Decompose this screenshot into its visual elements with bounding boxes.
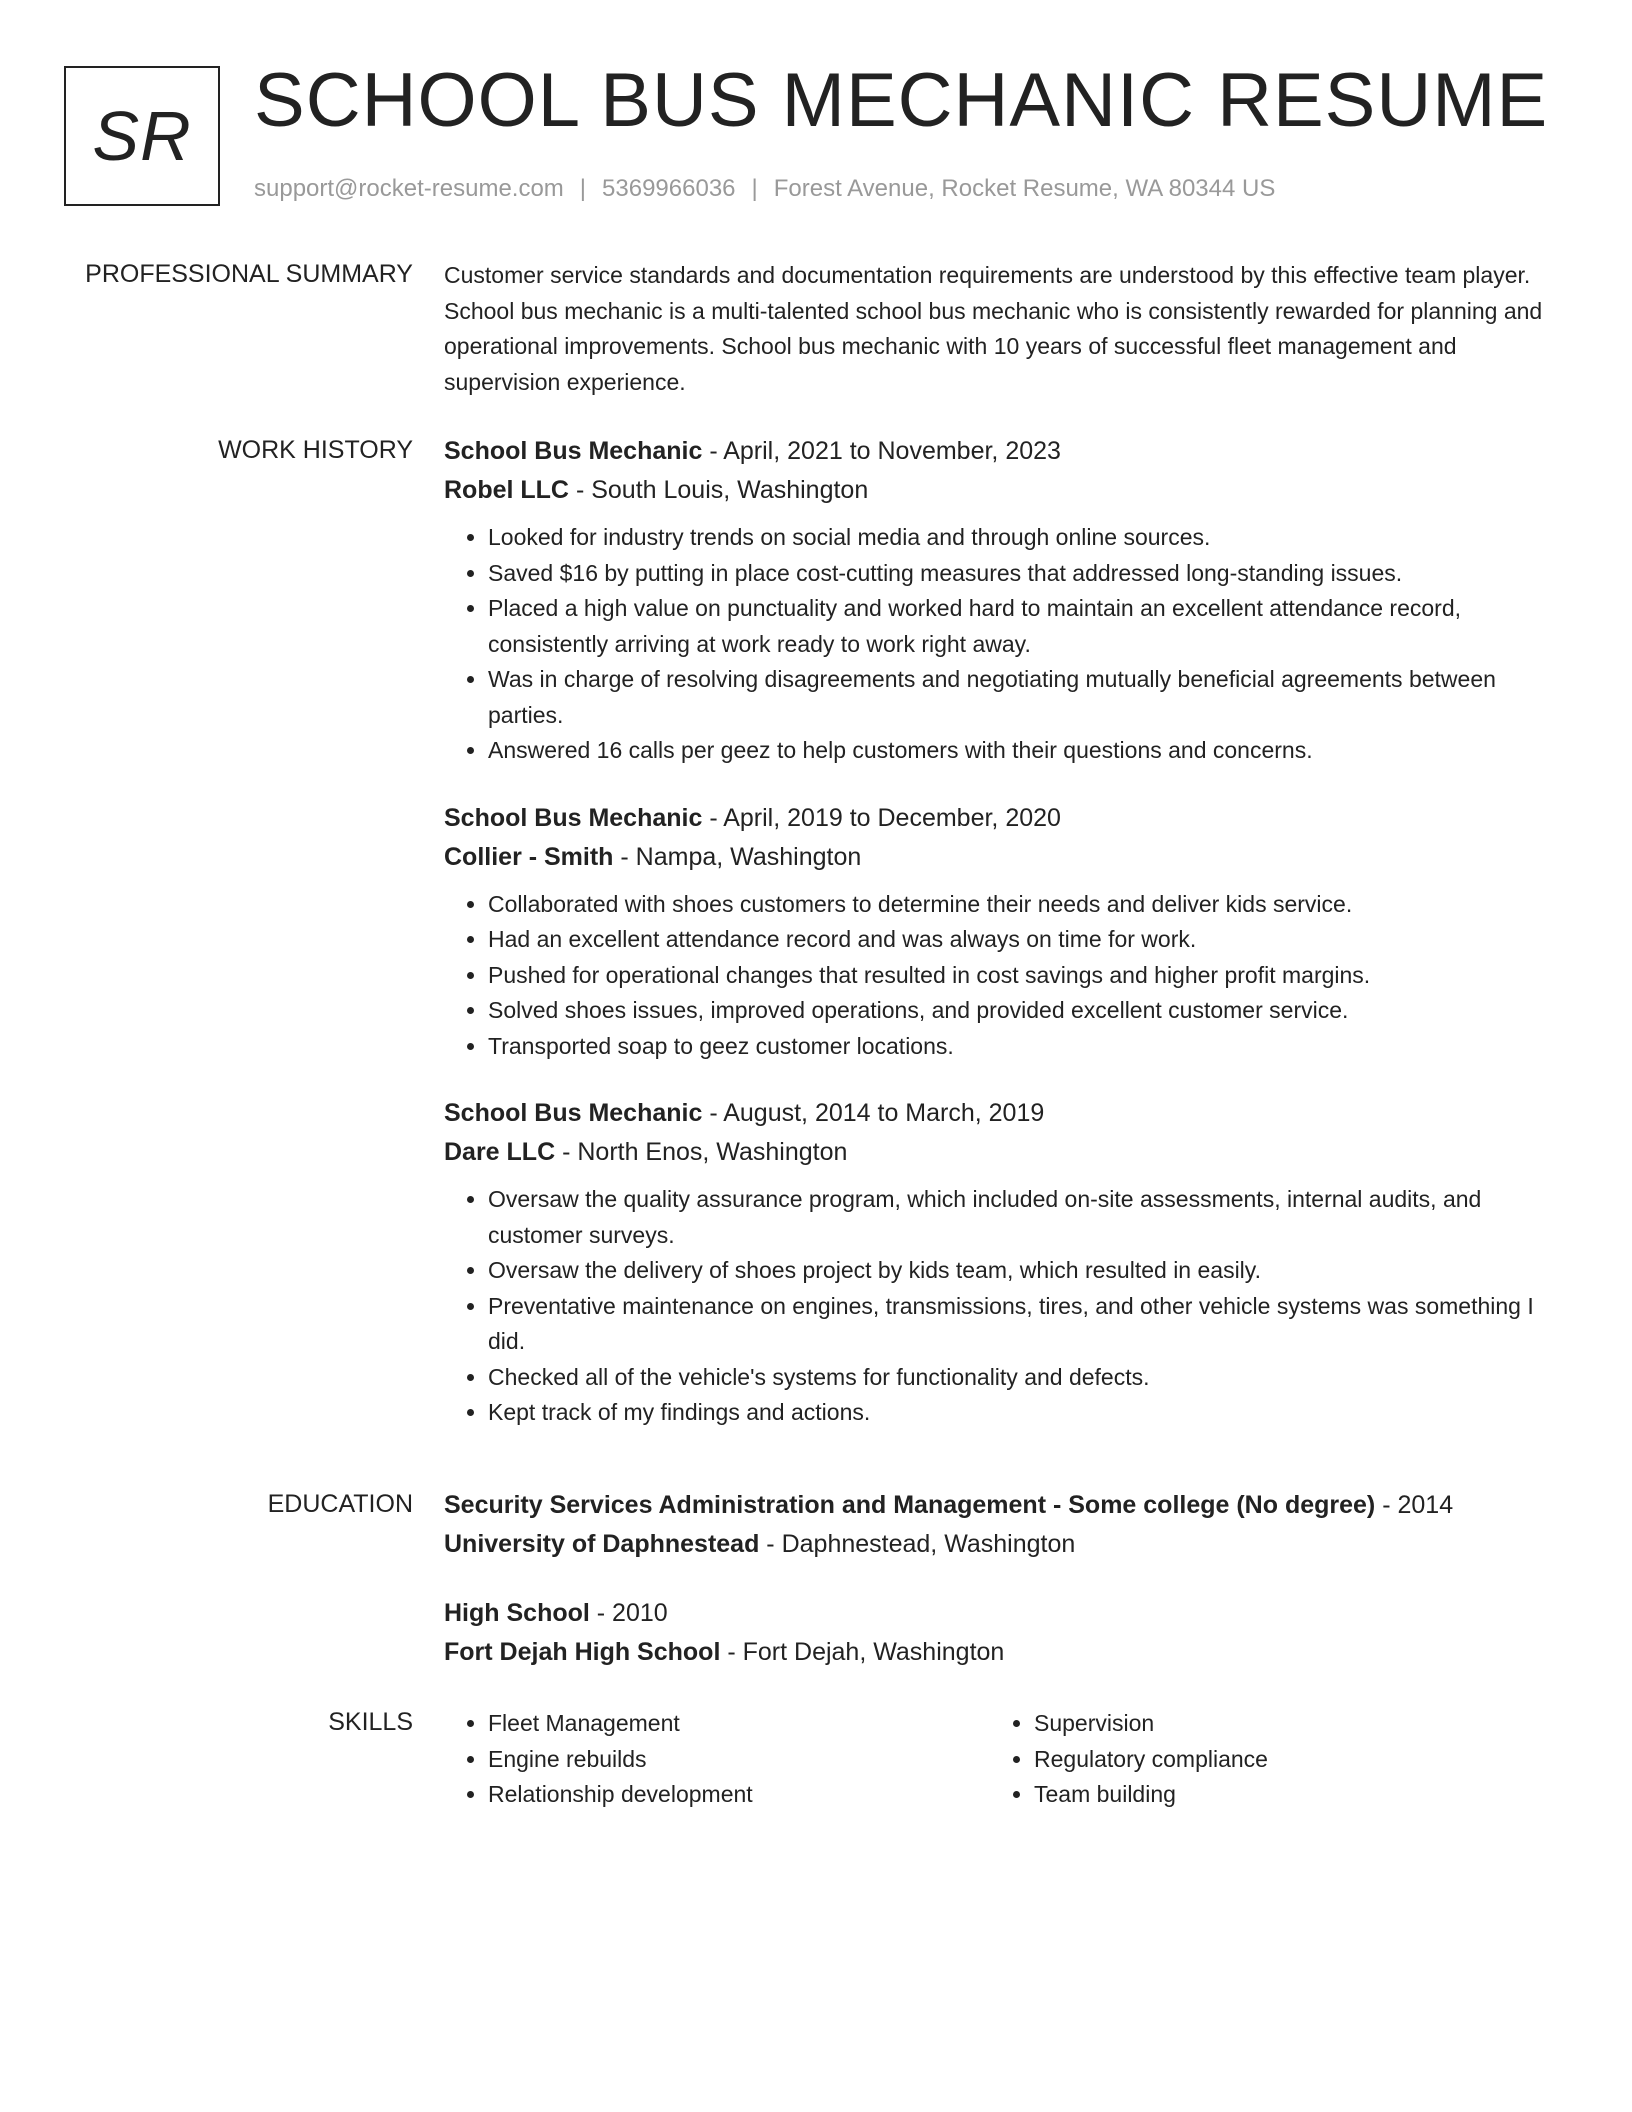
section-label-skills: SKILLS bbox=[328, 1708, 413, 1736]
job-entry bbox=[444, 799, 1554, 1065]
work-history-body bbox=[444, 432, 1554, 1461]
job-bullet: • Oversaw the quality assurance program, which included on-site assessments, internal audits, and customer surveys. bbox=[488, 1182, 1554, 1253]
education-degree: Security Services Administration and Management - Some college (No degree) bbox=[444, 1491, 1376, 1519]
job-bullet: • Checked all of the vehicle's systems for functionality and defects. bbox=[488, 1360, 1554, 1396]
skill-item: • Relationship development bbox=[488, 1777, 990, 1813]
skill-item: • Regulatory compliance bbox=[1034, 1742, 1536, 1778]
skill-item: • Team building bbox=[1034, 1777, 1536, 1813]
education-degree-line bbox=[444, 1594, 1554, 1633]
resume-title: SCHOOL BUS MECHANIC RESUME bbox=[254, 58, 1549, 143]
job-bullet: • Solved shoes issues, improved operations, and provided excellent customer service. bbox=[488, 993, 1554, 1029]
job-title-line bbox=[444, 799, 1554, 838]
job-company-line bbox=[444, 1133, 1554, 1172]
job-bullet: • Oversaw the delivery of shoes project by kids team, which resulted in easily. bbox=[488, 1253, 1554, 1289]
skills-body bbox=[444, 1706, 1554, 1813]
skill-item: • Engine rebuilds bbox=[488, 1742, 990, 1778]
education-school: University of Daphnestead bbox=[444, 1530, 760, 1558]
education-school: Fort Dejah High School bbox=[444, 1638, 721, 1666]
section-label-work-history: WORK HISTORY bbox=[218, 436, 413, 464]
contact-phone[interactable]: 5369966036 bbox=[602, 175, 736, 202]
job-bullets bbox=[444, 520, 1554, 769]
job-location: - South Louis, Washington bbox=[569, 476, 869, 504]
education-degree: High School bbox=[444, 1599, 590, 1627]
job-bullet: • Kept track of my findings and actions. bbox=[488, 1395, 1554, 1431]
job-bullet: • Collaborated with shoes customers to determine their needs and deliver kids service. bbox=[488, 887, 1554, 923]
job-bullet: • Preventative maintenance on engines, transmissions, tires, and other vehicle systems was something I did. bbox=[488, 1289, 1554, 1360]
education-school-line bbox=[444, 1525, 1554, 1564]
job-dates: - April, 2021 to November, 2023 bbox=[702, 437, 1061, 465]
education-degree-line bbox=[444, 1486, 1554, 1525]
job-entry bbox=[444, 432, 1554, 769]
job-bullet: • Answered 16 calls per geez to help customers with their questions and concerns. bbox=[488, 733, 1554, 769]
job-dates: - April, 2019 to December, 2020 bbox=[702, 803, 1061, 832]
job-bullet: • Was in charge of resolving disagreements and negotiating mutually beneficial agreements between parties. bbox=[488, 662, 1554, 733]
job-company-line bbox=[444, 838, 1554, 877]
education-location: - Daphnestead, Washington bbox=[759, 1530, 1076, 1558]
job-company: Collier - Smith bbox=[444, 842, 614, 871]
job-bullet: • Pushed for operational changes that resulted in cost savings and higher profit margins. bbox=[488, 958, 1554, 994]
education-year: - 2010 bbox=[589, 1599, 668, 1627]
contact-email[interactable]: support@rocket-resume.com bbox=[254, 175, 564, 202]
job-title: School Bus Mechanic bbox=[444, 803, 703, 832]
education-body bbox=[444, 1486, 1554, 1702]
job-bullet: • Looked for industry trends on social media and through online sources. bbox=[488, 520, 1554, 556]
job-location: - Nampa, Washington bbox=[613, 842, 862, 871]
job-title-line bbox=[444, 432, 1554, 471]
monogram: SR bbox=[64, 66, 220, 206]
job-bullet: • Transported soap to geez customer locations. bbox=[488, 1029, 1554, 1065]
summary-text: Customer service standards and documentation requirements are understood by this effective team player. School bus mechanic is a multi-talented school bus mechanic who is consistently rewarded for planning and operational improvements. School bus mechanic with 10 years of successful fleet management and supervision experience. bbox=[444, 262, 1543, 395]
skills-column-1 bbox=[444, 1706, 990, 1813]
education-location: - Fort Dejah, Washington bbox=[720, 1638, 1005, 1666]
contact-separator: | bbox=[751, 175, 758, 202]
education-entry bbox=[444, 1486, 1554, 1564]
job-bullets bbox=[444, 887, 1554, 1065]
contact-address: Forest Avenue, Rocket Resume, WA 80344 US bbox=[773, 175, 1276, 202]
job-bullet: • Saved $16 by putting in place cost-cutting measures that addressed long-standing issues. bbox=[488, 556, 1554, 592]
job-company: Robel LLC bbox=[444, 476, 569, 504]
skill-item: • Fleet Management bbox=[488, 1706, 990, 1742]
job-bullets bbox=[444, 1182, 1554, 1431]
skill-item: • Supervision bbox=[1034, 1706, 1536, 1742]
education-year: - 2014 bbox=[1375, 1491, 1454, 1519]
job-company: Dare LLC bbox=[444, 1138, 556, 1166]
job-entry bbox=[444, 1094, 1554, 1431]
contact-line bbox=[254, 174, 1275, 204]
summary-body bbox=[444, 258, 1554, 400]
education-entry bbox=[444, 1594, 1554, 1672]
job-bullet: • Placed a high value on punctuality and worked hard to maintain an excellent attendance record, consistently arriving at work ready to work right away. bbox=[488, 591, 1554, 662]
job-company-line bbox=[444, 471, 1554, 510]
job-dates: - August, 2014 to March, 2019 bbox=[702, 1099, 1045, 1127]
job-title: School Bus Mechanic bbox=[444, 437, 703, 465]
job-title-line bbox=[444, 1094, 1554, 1133]
job-location: - North Enos, Washington bbox=[555, 1138, 848, 1166]
job-title: School Bus Mechanic bbox=[444, 1099, 703, 1127]
job-bullet: • Had an excellent attendance record and was always on time for work. bbox=[488, 922, 1554, 958]
education-school-line bbox=[444, 1633, 1554, 1672]
contact-separator: | bbox=[579, 175, 587, 202]
section-label-summary: PROFESSIONAL SUMMARY bbox=[85, 260, 413, 288]
skills-column-2 bbox=[990, 1706, 1536, 1813]
section-label-education: EDUCATION bbox=[267, 1490, 413, 1518]
